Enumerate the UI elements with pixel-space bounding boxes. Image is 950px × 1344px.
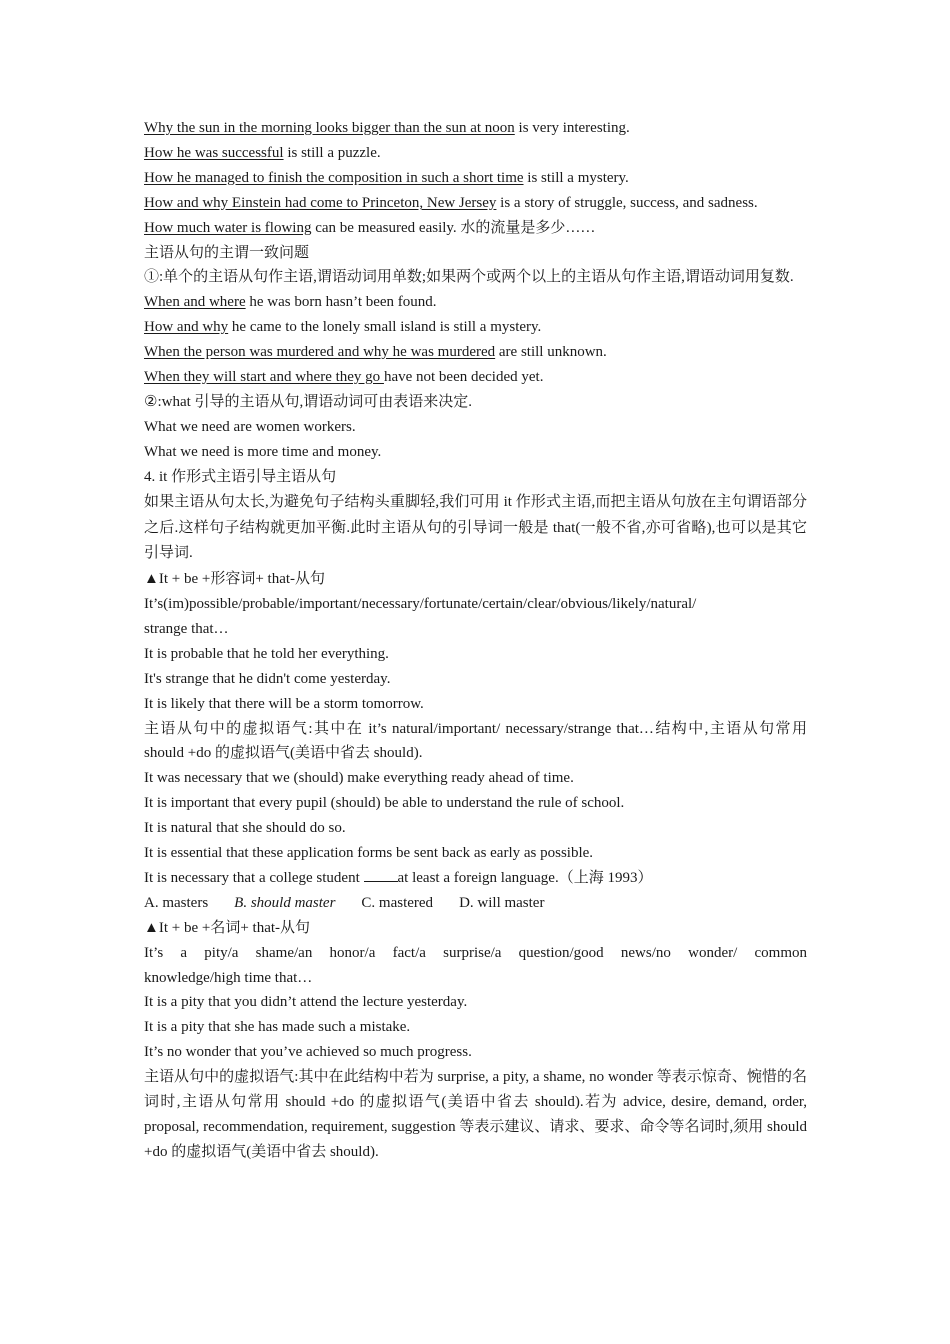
question-text: It is necessary that a college student xyxy=(144,869,364,886)
example-sentence xyxy=(144,216,807,241)
subject-clause: How and why xyxy=(144,319,229,336)
rule-text: ①:单个的主语从句作主语,谓语动词用单数;如果两个或两个以上的主语从句作主语,谓语动词用复数. xyxy=(144,269,794,286)
example-sentence: It is a pity that she has made such a mistake. xyxy=(144,1019,411,1036)
sentence-rest: are still unknown. xyxy=(495,344,607,361)
example-sentence: It is likely that there will be a storm tomorrow. xyxy=(144,695,424,712)
sentence-rest: is still a mystery. xyxy=(523,169,629,186)
sentence-rest: he came to the lonely small island is still a mystery. xyxy=(228,319,542,336)
pattern-text: strange that… xyxy=(144,620,229,637)
option-c: C. mastered xyxy=(361,894,434,911)
example-sentence xyxy=(144,290,807,315)
sentence-rest: is still a puzzle. xyxy=(283,144,381,161)
example-sentence: It is a pity that you didn’t attend the lecture yesterday. xyxy=(144,994,468,1011)
example-sentence: It is essential that these application forms be sent back as early as possible. xyxy=(144,845,594,862)
option-a: A. masters xyxy=(144,894,209,911)
sentence-rest: is a story of struggle, success, and sadness. xyxy=(496,194,758,211)
example-sentence xyxy=(144,116,807,141)
rule-text: 主语从句中的虚拟语气:其中在此结构中若为 surprise, a pity, a shame, no wonder 等表示惊奇、惋惜的名词时,主语从句常用 should +do 的虚拟语气(美语中省去 should).若为 advice, desire, demand, order, proposal, recommendation, requirement, suggestion 等表示建议、请求、要求、命令等名词时,须用 should +do 的虚拟语气(美语中省去 should). xyxy=(144,1069,807,1160)
example-sentence xyxy=(144,141,807,166)
pattern-text: knowledge/high time that… xyxy=(144,969,313,986)
subject-clause: When the person was murdered and why he was murdered xyxy=(144,344,496,361)
example-sentence: It is natural that she should do so. xyxy=(144,820,346,837)
subject-clause: How he managed to finish the composition in such a short time xyxy=(144,169,524,186)
sentence-rest: he was born hasn’t been found. xyxy=(245,294,437,311)
sentence-rest: have not been decided yet. xyxy=(383,369,544,386)
example-sentence: What we need are women workers. xyxy=(144,418,356,435)
subject-clause: How he was successful xyxy=(144,144,284,161)
example-sentence: What we need is more time and money. xyxy=(144,443,382,460)
pattern-heading: ▲It + be +名词+ that-从句 xyxy=(144,919,311,936)
rule-text: ②:what 引导的主语从句,谓语动词可由表语来决定. xyxy=(144,393,473,410)
example-sentence: It is important that every pupil (should) be able to understand the rule of school. xyxy=(144,795,625,812)
example-sentence: It was necessary that we (should) make everything ready ahead of time. xyxy=(144,770,574,787)
option-d: D. will master xyxy=(459,894,545,911)
exercise-question xyxy=(144,866,807,891)
paragraph: 如果主语从句太长,为避免句子结构头重脚轻,我们可用 it 作形式主语,而把主语从句放在主句谓语部分之后.这样句子结构就更加平衡.此时主语从句的引导词一般是 that(一般不省,亦可省略),也可以是其它引导词. xyxy=(144,494,807,562)
subject-clause: Why the sun in the morning looks bigger than the sun at noon xyxy=(144,120,515,136)
option-b: B. should master xyxy=(234,894,336,911)
rule-text: 主语从句中的虚拟语气:其中在 it’s natural/important/ necessary/strange that…结构中,主语从句常用 should +do 的虚拟语气(美语中省去 should). xyxy=(144,720,807,762)
exercise-options xyxy=(144,891,807,916)
subject-clause: When they will start and where they go xyxy=(144,369,384,386)
section-heading: 4. it 作形式主语引导主语从句 xyxy=(144,468,337,485)
example-sentence xyxy=(144,166,807,191)
sentence-rest: can be measured easily. 水的流量是多少…… xyxy=(311,219,596,236)
example-sentence xyxy=(144,315,807,340)
pattern-text: It’s(im)possible/probable/important/necessary/fortunate/certain/clear/obvious/likely/natural/ xyxy=(144,595,697,612)
example-sentence xyxy=(144,365,807,390)
section-heading: 主语从句的主谓一致问题 xyxy=(144,244,310,261)
document-page xyxy=(144,116,807,1165)
answer-blank xyxy=(364,869,398,882)
sentence-rest: is very interesting. xyxy=(514,120,630,136)
pattern-text: It’s a pity/a shame/an honor/a fact/a surprise/a question/good news/no wonder/ common xyxy=(144,944,807,961)
example-sentence: It's strange that he didn't come yesterday. xyxy=(144,670,391,687)
subject-clause: How and why Einstein had come to Princeton, New Jersey xyxy=(144,194,497,211)
subject-clause: When and where xyxy=(144,294,246,311)
example-sentence: It is probable that he told her everything. xyxy=(144,645,389,662)
question-text: at least a foreign language.（上海 1993） xyxy=(397,869,653,886)
example-sentence xyxy=(144,191,807,216)
subject-clause: How much water is flowing xyxy=(144,219,312,236)
example-sentence xyxy=(144,340,807,365)
example-sentence: It’s no wonder that you’ve achieved so much progress. xyxy=(144,1044,472,1061)
pattern-heading: ▲It + be +形容词+ that-从句 xyxy=(144,571,326,588)
